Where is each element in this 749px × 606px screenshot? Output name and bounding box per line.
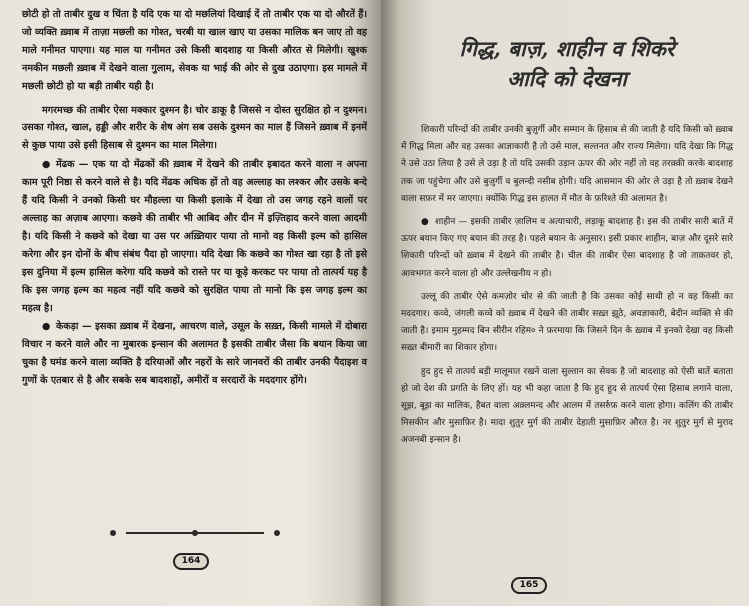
paragraph — [401, 364, 733, 450]
paragraph — [22, 6, 367, 96]
bullet-paragraph — [401, 214, 733, 283]
right-page — [381, 0, 749, 606]
ornament-dot-icon — [274, 530, 280, 536]
bullet-icon: ● — [421, 217, 429, 228]
paragraph — [22, 102, 367, 156]
section-end-ornament — [110, 528, 280, 538]
chapter-heading — [401, 34, 733, 94]
paragraph-text: शिकारी परिन्दों की ताबीर उनकी बुज़ुर्गी और सम्मान के हिसाब से की जाती है यदि किसी को ख़्वाब में गिद्ध मिला और वह उसका आज्ञाकारी है तो उसे माल, सल्तनत और राज्य मिलेगा। यदि देखा कि गिद्ध ने उसे उठा लिया है उसे ले उड़ा है तो यदि उसकी उड़ान ऊपर की ओर नहीं तो वह तरक़्क़ी करके बादशाह तक जा पहुंचेगा और उसे बुज़ुर्गी व बुलन्दी नसीब होगी। यदि आसमान की ओर ले उड़ा है तो ख़्वाब देखने वाला सफ़र में मर जाएगा। क्योंकि गिद्ध इस हालत में मौत के फ़रिश्ते की अलामत है। — [401, 125, 733, 204]
paragraph-text: मेंढक — एक या दो मेंढकों की ख़्वाब में देखने की ताबीर इबादत करने वाला न अपना काम पूरी निष्ठा से करने वाले से है। यदि मेंढक अधिक हों तो वह अल्लाह का लश्कर और उसके बन्दे हैं यदि किसी ने उनको किसी घर मौहल्ला या किसी इलाके में देखा तो उस जगह रहने वालों पर अल्लाह का अज़ाब आएगा। कछवे की ताबीर भी आबिद और दीन में इज़्तिहाद करने वाला आदमी है। यदि किसी ने कछवे को देखा या उस पर अख़्तियार पाया तो मानो वह किसी इल्म को हासिल करेगा और इन दोनों के बीच संबंध पैदा हो जाएगा। यदि देखा कि कछवे का गोश्त खा रहा है तो इसे इस दुनिया में इल्म हासिल करेगा यदि कछवे को रास्ते पर या कूड़े करकट पर पाया तो तात्पर्य यह है कि इस जगह इल्म का महत्व नहीं यदि कछवे को सुरक्षित पाया तो मानो कि इस जगह इल्म का महत्व है। — [22, 159, 367, 314]
heading-line: गिद्ध, बाज़, शाहीन व शिकरे — [459, 36, 675, 61]
paragraph — [401, 122, 733, 208]
paragraph — [401, 289, 733, 358]
paragraph-text: केकड़ा — इसका ख़्वाब में देखना, आचरण वाले, उसूल के सख़्त, किसी मामले में दोबारा विचार न करने वाले और ना मुबारक इन्सान की अलामत है इसकी ताबीर जैसा कि बयान किया जा चुका है घमंड करने वाला व्यक्ति है दरियाओं और नहरों के सारे जानवरों की ताबीर उनकी पैदाइश व गुणों के एतबार से है और सबके सब बादशाहों, अमीरों व सरदारों के मददगार होंगे। — [22, 321, 367, 387]
paragraph-text: उल्लू की ताबीर ऐसे कमज़ोर चोर से की जाती है कि उसका कोई साथी हो न वह किसी का मददगार। कव्वे, जंगली कव्वे को ख़्वाब में देखने की ताबीर सख़्त झूठे, अवज्ञाकारी, बेदीन व्यक्ति से की जाती है। इमाम मुहम्मद बिन सीरीन रहिम० ने फ़रमाया कि जिसने दिन के ख़्वाब में इनको देखा वह किसी सख़्त बीमारी का शिकार होगा। — [401, 291, 733, 354]
bullet-icon: ● — [42, 321, 51, 333]
paragraph-text: शाहीन — इसकी ताबीर ज़ालिम व अत्याचारी, लड़ाकू बादशाह है। इस की ताबीर सारी बातें में ऊपर बयान किए गए बयान की तरह है। पहले बयान के अनुसार। इसी प्रकार शाहीन, बाज़ और दूसरे सारे शिकारी परिन्दों को ख़्वाब में देखने की ताबीर है। चील की ताबीर ऐसा बादशाह है जो ताक़तवर हो, आवभगत करने वाला हो और उल्लेखनीय न हो। — [401, 217, 733, 279]
ornament-dot-icon — [192, 530, 198, 536]
page-number: 164 — [173, 553, 209, 570]
ornament-dot-icon — [110, 530, 116, 536]
bullet-icon: ● — [42, 159, 51, 171]
heading-line: आदि को देखना — [507, 66, 627, 91]
bullet-paragraph — [22, 318, 367, 390]
bullet-paragraph — [22, 156, 367, 317]
paragraph-text: हुद हुद से तात्पर्य बड़ी मालूमात रखने वाला सुल्तान का सेवक है जो बादशाह को ऐसी बातें बताता हो जो देश की प्रगति के लिए हों। यह भी कहा जाता है कि हुद हुद से तात्पर्य ऐसा हिसाब लगाने वाला, सूझ, बूझ का मालिक, हैबत वाला अक़्लमन्द और आलम में तसर्रुफ़ करने वाला होगा। कलिंग की ताबीर मिसकीन और मुसाफ़िर है। मादा शुतुर मुर्ग की ताबीर देहाती मुसाफ़िर औरत है। नर शुतुर मुर्ग से मुराद अजनबी इन्सान है। — [401, 366, 733, 446]
paragraph-text: छोटी हो तो ताबीर दुख व चिंता है यदि एक या दो मछलियां दिखाई दें तो ताबीर एक या दो औरतें हैं। जो व्यक्ति ख़्वाब में ताज़ा मछली का गोश्त, चरबी या खाल खाए या उसका मालिक बन जाए तो वह माले गनीमत पाएगा। यह माल या गनीमत उसे किसी बादशाह या किसी औरत से मिलेगी। खुश्क नमकीन मछली ख़्वाब में देखने वाला गुलाम, सेवक या भाई की ओर से दुख उठाएगा। इस मामले में मछली छोटी हो या बड़ी ताबीर यही है। — [22, 9, 367, 92]
paragraph-text: मगरमच्छ की ताबीर ऐसा मक्कार दुश्मन है। चोर डाकू है जिससे न दोस्त सुरक्षित हो न दुश्मन। उसका गोश्त, खाल, हड्डी और शरीर के शेष अंग सब उसके दुश्मन का माल हैं जिसने ख़्वाब में इनमें से कुछ पाया उसे इसी हिसाब से दुश्मन का माल मिलेगा। — [22, 104, 367, 152]
page-number: 165 — [511, 577, 547, 594]
